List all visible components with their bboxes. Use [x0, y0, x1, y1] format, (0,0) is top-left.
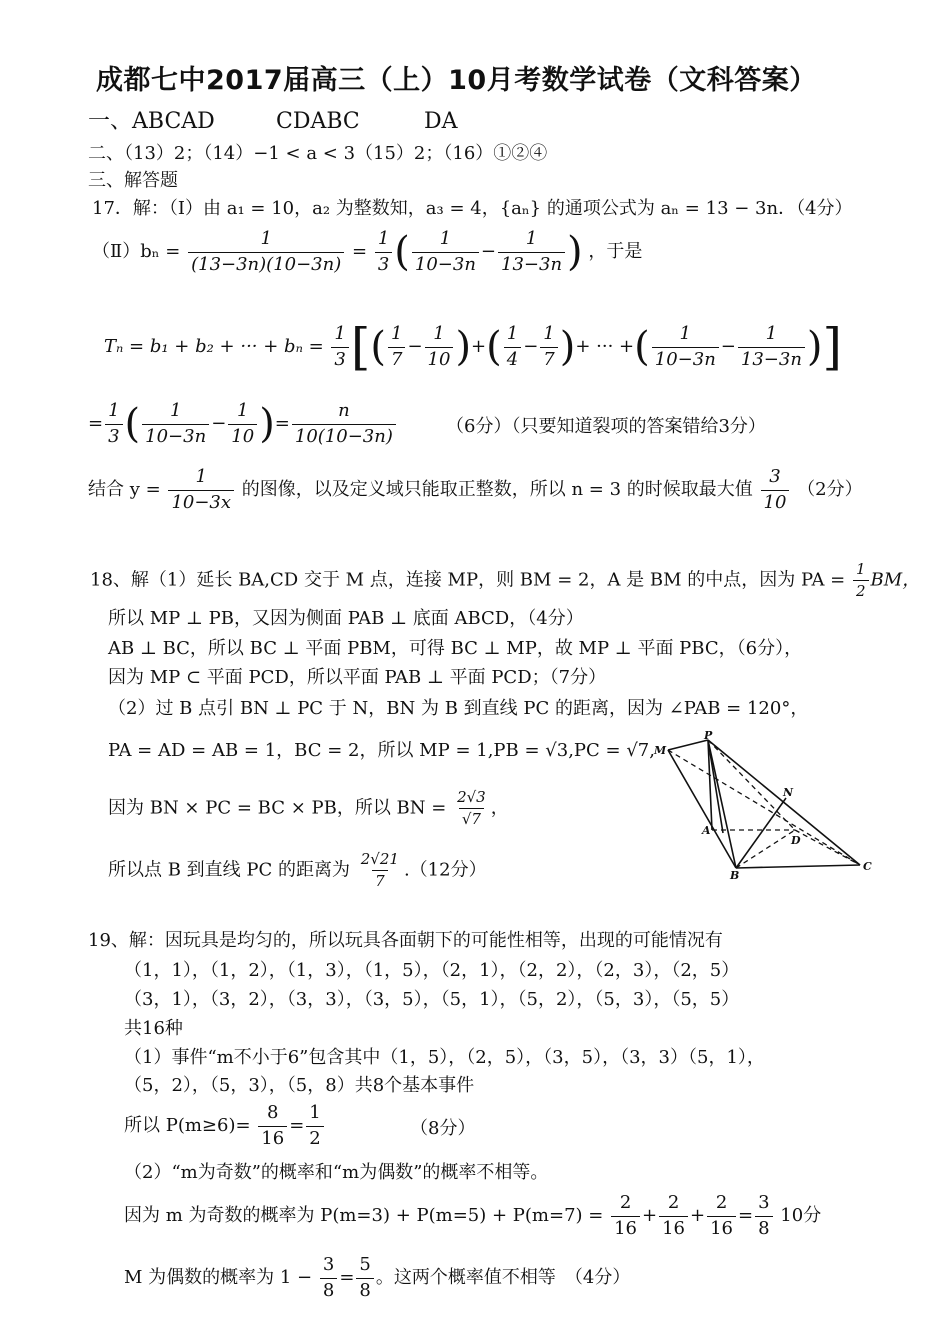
frac-den: 13−3n	[738, 347, 805, 372]
frac-num: 1	[856, 560, 866, 578]
text: 因为 m 为奇数的概率为 P(m=3) + P(m=5) + P(m=7) =	[124, 1205, 604, 1226]
edge-MB	[668, 750, 736, 868]
q19-even-probability: M 为偶数的概率为 1 − $\frac{3}{8}$ = $\frac{5}{8}$ 。这两个概率值不相等 （4分）	[124, 1254, 631, 1301]
q19-outcomes-row2: （3，1），（3，2），（3，3），（3，5），（5，1），（5，2），（5，3），（5，5）	[124, 989, 740, 1010]
text: 。这两个概率值不相等 （4分）	[375, 1267, 631, 1288]
q18-line2: 所以 MP ⊥ PB，又因为侧面 PAB ⊥ 底面 ABCD，（4分）	[108, 608, 584, 629]
frac-num: 1	[390, 323, 403, 344]
frac-den: 16	[611, 1216, 640, 1241]
q17-result-formula: = $\frac{1}{3}$ ( $\frac{1}{10-3n}$ − $\frac{1}{10}$ )= $\frac{n}{10(10-3n)}$	[88, 400, 398, 448]
frac-num: 1	[169, 400, 182, 421]
edge-BC	[736, 865, 860, 868]
frac-den: 7	[540, 347, 557, 372]
frac-den: 10	[761, 490, 790, 515]
ellipsis: + ··· +	[575, 336, 635, 357]
frac-den: 10−3n	[142, 424, 209, 449]
edge-MC-dashed	[668, 750, 860, 865]
text-suffix: ，于是	[588, 241, 643, 262]
answers-choice-group-2: CDABC	[276, 109, 360, 134]
q18-line4: 因为 MP ⊂ 平面 PCD，所以平面 PAB ⊥ 平面 PCD；（7分）	[108, 667, 607, 688]
frac-den: 7	[372, 870, 388, 891]
frac-num: 2	[715, 1192, 728, 1213]
q18-line6: PA = AD = AB = 1，BC = 2，所以 MP = 1,PB = √3,PC = √7,	[108, 740, 655, 761]
frac-den: 3	[331, 347, 348, 372]
q19-line1: 19、解：因玩具是均匀的，所以玩具各面朝下的可能性相等，出现的可能情况有	[88, 930, 723, 951]
minus: −	[480, 241, 496, 262]
label-A: A	[702, 824, 711, 837]
frac-den: 10−3n	[412, 252, 479, 277]
text: 因为 BN × PC = BC × PB，所以 BN =	[108, 797, 447, 819]
q19-part2: （2）“m为奇数”的概率和“m为偶数”的概率不相等。	[124, 1162, 549, 1183]
frac-den: 8	[320, 1278, 337, 1303]
frac-den: 16	[707, 1216, 736, 1241]
text: ，	[490, 797, 509, 819]
frac-den: 2	[853, 580, 869, 601]
frac-den: √7	[459, 808, 484, 829]
frac-num: 1	[377, 228, 390, 249]
q19-part1-line2: （5，2），（5，3），（5，8）共8个基本事件	[124, 1075, 475, 1096]
q18-line7	[108, 788, 509, 829]
frac-den: 10	[228, 424, 257, 449]
frac-den: 3	[375, 252, 392, 277]
equals: =	[351, 241, 368, 262]
text: 结合 y =	[88, 479, 161, 500]
q17-sum-formula: Tₙ = b₁ + b₂ + ··· + bₙ = $\frac{1}{3}$ [( $\frac{1}{7}$ − $\frac{1}{10}$ )+( $\frac{1}{4}$ − $\frac{1}{7}$ )+ ··· +( $\frac{1}{10-3n}$ − $\frac{1}{13-3n}$ )]	[104, 318, 843, 376]
answers-choice-group-3: DA	[424, 109, 458, 134]
label-C: C	[863, 860, 872, 873]
frac-num: 1	[108, 400, 120, 421]
q19-score-8: （8分）	[410, 1118, 476, 1139]
q19-outcomes-row1: （1，1），（1，2），（1，3），（1，5），（2，1），（2，2），（2，3），（2，5）	[124, 960, 740, 981]
q19-total: 共16种	[124, 1018, 183, 1039]
q17-bn-label: （Ⅱ）bₙ =	[92, 241, 181, 262]
label-D: D	[791, 834, 801, 847]
label-M: M	[654, 744, 667, 757]
frac-num: 5	[359, 1254, 371, 1275]
edge-BN	[736, 798, 786, 868]
equals: =	[289, 1115, 305, 1136]
text: 的图像，以及定义域只能取正整数，所以 n = 3 的时候取最大值	[241, 479, 753, 500]
frac-num: 2√3	[457, 788, 486, 806]
label-N: N	[783, 786, 794, 799]
frac-num: n	[338, 400, 350, 421]
text: M 为偶数的概率为 1 −	[124, 1267, 313, 1288]
tn-label: Tₙ = b₁ + b₂ + ··· + bₙ =	[104, 336, 324, 357]
frac-den: 10−3x	[168, 490, 234, 515]
q18-line5: （2）过 B 点引 BN ⊥ PC 于 N，BN 为 B 到直线 PC 的距离，因为 ∠PAB = 120°，	[108, 698, 809, 719]
answers-fill-in: 二、（13）2；（14）−1 < a < 3（15）2；（16）①②④	[88, 143, 548, 164]
frac-den: 3	[105, 424, 122, 449]
text: 18、解（1）延长 BA,CD 交于 M 点，连接 MP，则 BM = 2，A 是 BM 的中点，因为 PA =	[90, 569, 846, 591]
edge-MP	[668, 740, 708, 750]
frac-den: 10(10−3n)	[292, 424, 396, 449]
frac-num: 1	[237, 400, 249, 421]
edge-BD-dashed	[736, 830, 795, 868]
frac-num: 1	[433, 323, 445, 344]
frac-num: 2√21	[360, 850, 399, 868]
frac-num: 1	[525, 228, 538, 249]
frac-num: 1	[260, 228, 272, 249]
frac-den: 10	[425, 347, 454, 372]
frac-num: 3	[758, 1192, 770, 1213]
page-title: 成都七中2017届高三（上）10月考数学试卷（文科答案）	[96, 65, 817, 96]
frac-num: 1	[334, 323, 346, 344]
answers-choice-group-1: 一、ABCAD	[88, 109, 215, 134]
q19-probability-1	[124, 1102, 326, 1150]
frac-num: 3	[322, 1254, 335, 1275]
q19-part1-line1: （1）事件“m不小于6”包含其中（1，5），（2，5），（3，5），（3，3）（5，1），	[124, 1047, 765, 1068]
frac-den: 16	[258, 1126, 287, 1151]
q18-line8	[108, 850, 487, 891]
frac-den: 10−3n	[652, 347, 719, 372]
frac-den: 4	[504, 347, 521, 372]
pyramid-figure	[650, 730, 880, 880]
frac-num: 1	[543, 323, 555, 344]
text: 10分	[780, 1205, 822, 1226]
label-B: B	[730, 869, 740, 880]
frac-den: 7	[388, 347, 405, 372]
frac-num: 1	[506, 323, 519, 344]
frac-den: (13−3n)(10−3n)	[188, 252, 344, 277]
frac-den: 8	[755, 1216, 772, 1241]
q17-score-note: （6分）（只要知道裂项的答案错给3分）	[446, 416, 766, 437]
frac-den: 13−3n	[498, 252, 565, 277]
q17-part2-formula: （Ⅱ）bₙ = $\frac{1}{(13-3n)(10-3n)}$ = $\frac{1}{3}$ ( $\frac{1}{10-3n}$ − $\frac{1}{13-3n}$ ) ，于是	[92, 228, 643, 275]
section-heading-solutions: 三、解答题	[88, 170, 178, 191]
frac-num: 1	[309, 1102, 321, 1123]
frac-num: 1	[439, 228, 452, 249]
q18-line3: AB ⊥ BC，所以 BC ⊥ 平面 PBM，可得 BC ⊥ MP，故 MP ⊥ 平面 PBC，（6分），	[108, 638, 803, 659]
frac-num: 3	[769, 466, 781, 487]
text: 所以点 B 到直线 PC 的距离为	[108, 859, 350, 881]
q19-odd-probability: 因为 m 为奇数的概率为 P(m=3) + P(m=5) + P(m=7) = $\frac{2}{16}$ + $\frac{2}{16}$ + $\frac{2}{16}$ = $\frac{3}{8}$ 10分	[124, 1192, 822, 1239]
frac-num: 1	[765, 323, 778, 344]
q17-conclusion	[88, 466, 863, 514]
frac-num: 8	[267, 1102, 279, 1123]
frac-num: 1	[679, 323, 691, 344]
text: （2分）	[797, 479, 863, 500]
frac-num: 1	[195, 466, 207, 487]
frac-num: 2	[619, 1192, 632, 1213]
q17-part1: 17．解：（Ⅰ）由 a₁ = 10，a₂ 为整数知，a₃ = 4，{aₙ} 的通项公式为 aₙ = 13 − 3n．（4分）	[92, 198, 853, 219]
q18-line1	[90, 560, 920, 601]
edge-DC-dashed	[795, 830, 860, 865]
text: BM，	[870, 569, 921, 591]
frac-num: 2	[667, 1192, 680, 1213]
text: 所以 P(m≥6)=	[124, 1115, 251, 1136]
label-P: P	[704, 730, 713, 742]
frac-den: 16	[659, 1216, 688, 1241]
frac-den: 2	[306, 1126, 323, 1151]
text: .（12分）	[403, 859, 487, 881]
frac-den: 8	[356, 1278, 373, 1303]
